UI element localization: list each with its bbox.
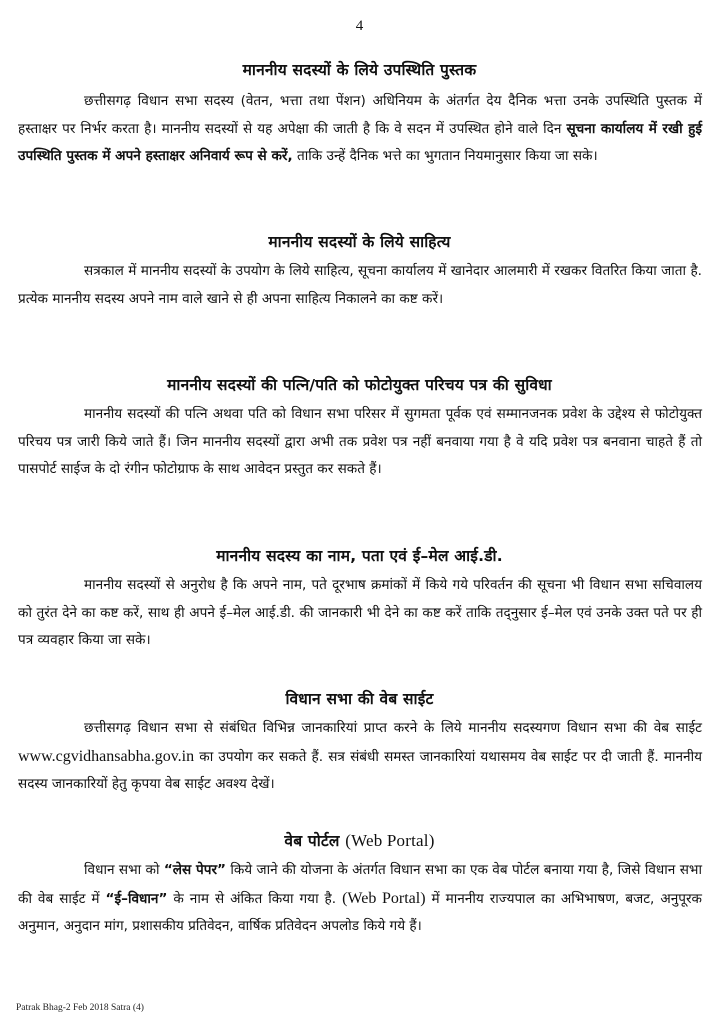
paragraph-text: के नाम से अंकित किया गया है. [167, 890, 343, 907]
paragraph-text: छत्तीसगढ़ विधान सभा सदस्य (वेतन, भत्ता तथा पेंशन) अधिनियम के अंतर्गत देय दैनिक भत्ता उनके उपस्थिति पुस्तक में हस्ताक्षर पर निर्भर करता है। माननीय सदस्यों से यह अपेक्षा की जाती है कि वे सदन में उपस्थित होने वाले दिन [18, 93, 702, 137]
paragraph-attendance-book [18, 88, 702, 171]
paragraph-text: किये जाने की योजना के अंतर्गत विधान सभा का एक वेब पोर्टल बनाया गया है, जिसे विधान सभा की वेब साईट में [18, 862, 702, 907]
paragraph-text: में माननीय राज्यपाल का अभिभाषण, बजट, अनुपूरक अनुमान, अनुदान मांग, प्रशासकीय प्रतिवेदन, वार्षिक प्रतिवेदन अपलोड किये गये हैं। [18, 890, 702, 934]
heading-website: विधान सभा की वेब साईट [285, 690, 434, 708]
paragraph-website [18, 715, 702, 799]
heading-web-portal-english: (Web Portal) [345, 831, 435, 850]
footer-note: Patrak Bhag-2 Feb 2018 Satra (4) [16, 1003, 144, 1013]
paragraph-text: ताकि उन्हें दैनिक भत्ते का भुगतान नियमानुसार किया जा सके। [292, 148, 598, 164]
paragraph-text: विधान सभा को [84, 862, 164, 878]
heading-attendance-book: माननीय सदस्यों के लिये उपस्थिति पुस्तक [242, 61, 477, 79]
heading-web-portal-hindi: वेब पोर्टल [284, 832, 340, 850]
heading-spouse-id-card: माननीय सदस्यों की पत्नि/पति को फोटोयुक्त परिचय पत्र की सुविधा [167, 376, 552, 394]
e-vidhan-term: “ई–विधान” [105, 890, 168, 907]
page-number: 4 [355, 18, 364, 34]
less-paper-term: “लेस पेपर” [163, 862, 226, 878]
paragraph-text: का उपयोग कर सकते हैं. सत्र संबंधी समस्त जानकारियां यथासमय वेब साईट पर दी जाती हैं. माननीय सदस्य जानकारियों हेतु कृपया वेब साईट अवश्य देखें। [18, 748, 702, 792]
heading-literature: माननीय सदस्यों के लिये साहित्य [268, 233, 451, 251]
paragraph-web-portal [18, 857, 702, 941]
heading-web-portal [0, 829, 719, 851]
paragraph-contact-details: माननीय सदस्यों से अनुरोध है कि अपने नाम, पते दूरभाष क्रमांकों में किये गये परिवर्तन की सूचना भी विधान सभा सचिवालय को तुरंत देने का कष्ट करें, साथ ही अपने ई–मेल आई.डी. की जानकारी भी देने का कष्ट करें ताकि तद्नुसार ई–मेल एवं उनके उक्त पते पर ही पत्र व्यवहार किया जा सके। [18, 577, 702, 648]
paragraph-text: छत्तीसगढ़ विधान सभा से संबंधित विभिन्न जानकारियां प्राप्त करने के लिये माननीय सदस्यगण विधान सभा की वेब साईट [84, 720, 702, 736]
paragraph-spouse-id-card: माननीय सदस्यों की पत्नि अथवा पति को विधान सभा परिसर में सुगमता पूर्वक एवं सम्मानजनक प्रवेश के उद्देश्य से फोटोयुक्त परिचय पत्र जारी किये जाते हैं। जिन माननीय सदस्यों द्वारा अभी तक प्रवेश पत्र नहीं बनवाया गया है वे यदि प्रवेश पत्र बनवाना चाहते हैं तो पासपोर्ट साईज के दो रंगीन फोटोग्राफ के साथ आवेदन प्रस्तुत कर सकते हैं। [18, 406, 702, 477]
website-url[interactable]: www.cgvidhansabha.gov.in [18, 747, 195, 765]
web-portal-english-term: (Web Portal) [342, 889, 426, 907]
paragraph-literature: सत्रकाल में माननीय सदस्यों के उपयोग के लिये साहित्य, सूचना कार्यालय में खानेदार आलमारी में रखकर वितरित किया जाता है. प्रत्येक माननीय सदस्य अपने नाम वाले खाने से ही अपना साहित्य निकालने का कष्ट करें। [18, 263, 702, 307]
heading-contact-details: माननीय सदस्य का नाम, पता एवं ई–मेल आई.डी. [216, 547, 503, 565]
paragraph-bold-instruction: सूचना कार्यालय में रखी हुई उपस्थिति पुस्तक में अपने हस्ताक्षर अनिवार्य रूप से करें, [18, 120, 702, 164]
